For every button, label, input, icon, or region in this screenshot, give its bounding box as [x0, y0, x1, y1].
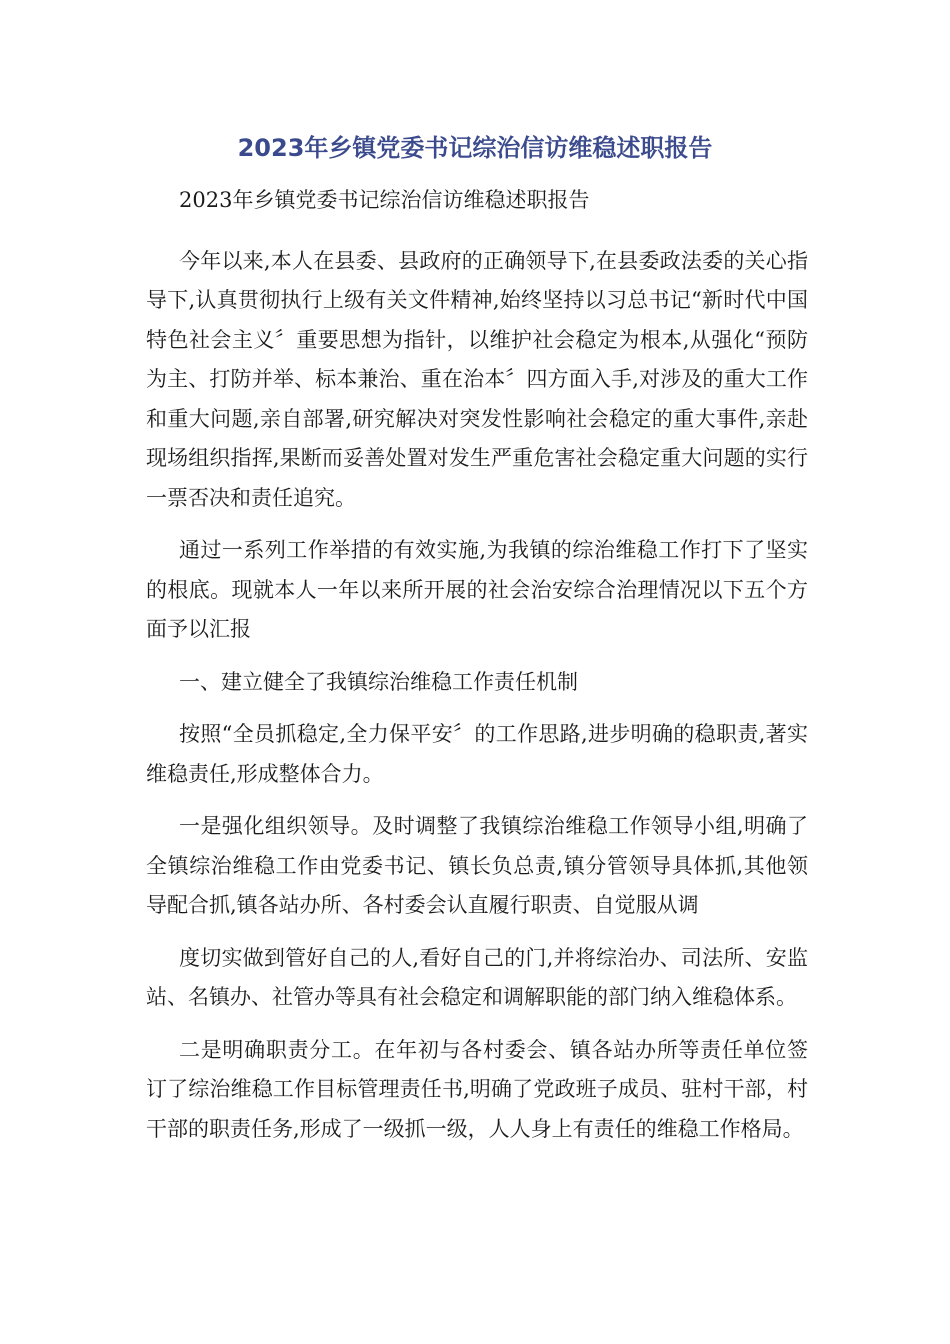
paragraph-organization-cont: 度切实做到管好自己的人,看好自己的门,并将综治办、司法所、安监站、名镇办、社管办等具有社会稳定和调解职能的部门纳入维稳体系。	[146, 945, 808, 1009]
document-subtitle: 2023年乡镇党委书记综治信访维稳述职报告	[179, 188, 590, 212]
document-title: 2023年乡镇党委书记综治信访维稳述职报告	[237, 134, 713, 162]
paragraph-responsibility: 二是明确职责分工。在年初与各村委会、镇各站办所等责任单位签订了综治维稳工作目标管理责任书,明确了党政班子成员、驻村干部，村干部的职责任务,形成了一级抓一级，人人身上有责任的维稳工作格局。	[146, 1037, 808, 1141]
paragraph-approach: 按照“全员抓稳定,全力保平安〞的工作思路,进步明确的稳职责,著实维稳责任,形成整体合力。	[146, 722, 808, 786]
paragraph-organization: 一是强化组织领导。及时调整了我镇综治维稳工作领导小组,明确了全镇综治维稳工作由党委书记、镇长负总责,镇分管领导具体抓,其他领导配合抓,镇各站办所、各村委会认直履行职责、自觉服从调	[146, 814, 808, 917]
paragraph-summary: 通过一系列工作举措的有效实施,为我镇的综治维稳工作打下了坚实的根底。现就本人一年以来所开展的社会治安综合治理情况以下五个方面予以汇报	[146, 538, 808, 641]
document-body	[146, 181, 808, 1162]
paragraph-intro: 今年以来,本人在县委、县政府的正确领导下,在县委政法委的关心指导下,认真贯彻执行上级有关文件精神,始终坚持以习总书记“新时代中国特色社会主义〞重要思想为指针，以维护社会稳定为根本,从强化“预防为主、打防并举、标本兼治、重在治本〞四方面入手,对涉及的重大工作和重大问题,亲自部署,研究解决对突发性影响社会稳定的重大事件,亲赴现场组织指挥,果断而妥善处置对发生严重危害社会稳定重大问题的实行一票否决和责任追究。	[146, 248, 808, 510]
section-heading-1: 一、建立健全了我镇综治维稳工作责任机制	[179, 669, 578, 694]
